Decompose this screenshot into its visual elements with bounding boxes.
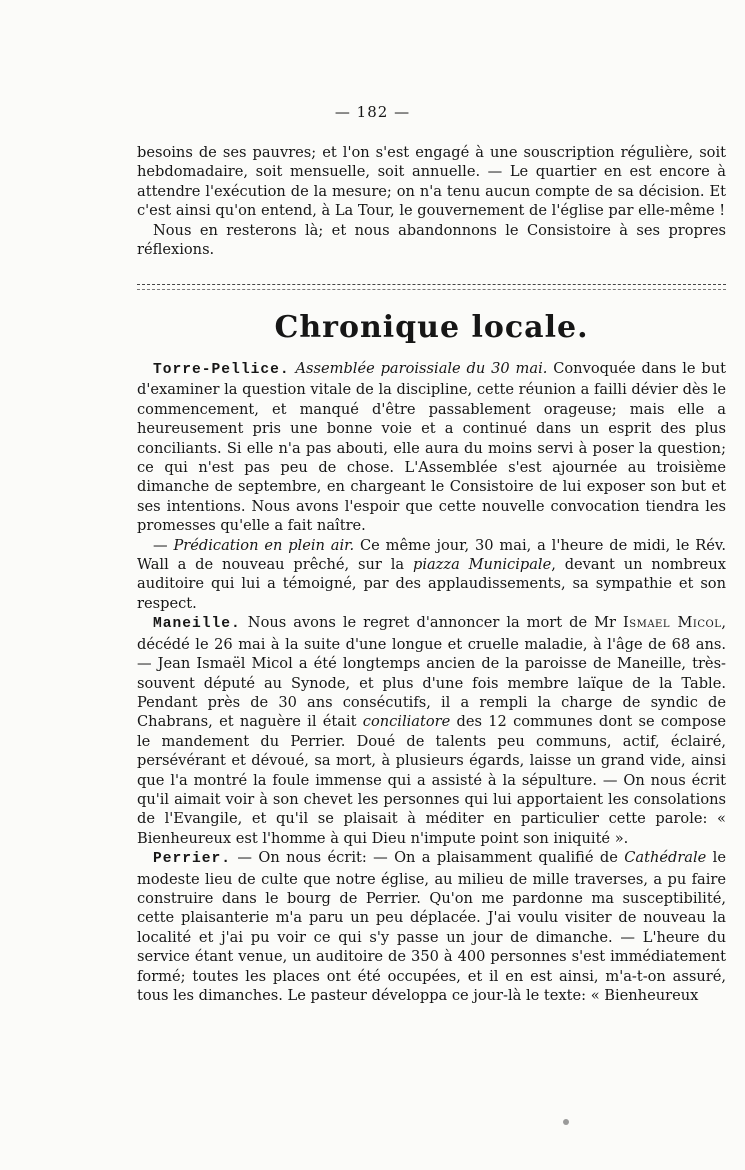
dash: — (153, 536, 174, 554)
intro-paragraph-2: Nous en resterons là; et nous abandonnons le Consistoire à ses propres réflexions. (137, 221, 726, 259)
divider-line-2 (137, 289, 726, 290)
place-torre-pellice: Torre-Pellice. (153, 362, 290, 378)
divider-line-1 (137, 284, 726, 285)
page-number: — 182 — (334, 103, 411, 121)
cathedrale-term: Cathédrale (624, 849, 707, 867)
predication-text-1: Ce même jour, 30 mai, a l'heure de midi, le Rév. Wall a de nouveau prêché, sur la (137, 536, 727, 574)
section-divider (137, 284, 726, 292)
ink-spot (563, 1119, 569, 1125)
predication-paragraph (137, 536, 726, 614)
maneille-paragraph (137, 613, 726, 848)
predication-text-2: , devant un nombreux auditoire qui lui a témoigné, par des applaudissements, sa sympathie et son respect. (137, 556, 726, 612)
chronicle-body (137, 359, 726, 1005)
torre-pellice-paragraph (137, 359, 726, 536)
conciliatore-term: conciliatore (362, 713, 451, 731)
intro-block (137, 143, 726, 259)
perrier-text-2: le modeste lieu de culte que notre église, au milieu de mille traverses, a pu faire construire dans le bourg de Perrier. Qu'on me pardonne ma susceptibilité, cette plaisanterie m'a paru un peu déplacée. J'ai voulu visiter de nouveau la localité et j'ai pu voir ce qui s'y passe un jour de dimanche. — L'heure du service étant venue, un auditoire de 350 à 400 personnes s'est immédiatement formé; toutes les places ont été occupées, et il en est ainsi, m'a-t-on assuré, tous les dimanches. Le pasteur développa ce jour-là le texte: « Bienheureux (137, 849, 726, 1004)
intro-paragraph-1: besoins de ses pauvres; et l'on s'est engagé à une souscription régulière, soit hebdomadaire, soit mensuelle, soit annuelle. — Le quartier en est encore à attendre l'exécution de la mesure; on n'a tenu aucun compte de sa décision. Et c'est ainsi qu'on entend, à La Tour, le gouvernement de l'église par elle-même ! (137, 144, 726, 220)
perrier-paragraph (137, 848, 726, 1005)
torre-heading: Assemblée paroissiale du 30 mai. (295, 360, 548, 377)
torre-text: Convoquée dans le but d'examiner la question vitale de la discipline, cette réunion a failli dévier dès le commencement, et manqué d'être passablement orageuse; mais elle a heureusement pris une bonne voie et a continué dans un esprit des plus conciliants. Si elle n'a pas abouti, elle aura du moins servi à poser la question; ce qui n'est pas peu de chose. L'Assemblée s'est ajournée au troisième dimanche de septembre, en chargeant le Consistoire de lui exposer son but et ses intentions. Nous avons l'espoir que cette nouvelle convocation tiendra les promesses qu'elle a fait naître. (137, 360, 726, 535)
place-maneille: Maneille. (153, 616, 241, 633)
maneille-text-1: Nous avons le regret d'annoncer la mort de Mr (240, 614, 623, 632)
section-title: Chronique locale. (274, 310, 589, 345)
piazza-name: piazza Municipale (412, 556, 552, 574)
predication-heading: Prédication en plein air. (173, 536, 355, 554)
deceased-name: Ismael Micol (622, 614, 722, 632)
place-perrier: Perrier. (153, 851, 232, 868)
maneille-text-3: des 12 communes dont se compose le mandement du Perrier. Doué de talents peu communs, actif, éclairé, persévérant et dévoué, sa mort, à plusieurs égards, laisse un grand vide, ainsi que l'a montré la foule immense qui a assisté à la sépulture. — On nous écrit qu'il aimait voir à son chevet les personnes qui lui apportaient les consolations de l'Evangile, et qu'il se plaisait à méditer en particulier cette parole: « Bienheureux est l'homme à qui Dieu n'impute point son iniquité ». (137, 713, 726, 847)
maneille-text-2: , décédé le 26 mai à la suite d'une longue et cruelle maladie, à l'âge de 68 ans. — Jean Ismaël Micol a été longtemps ancien de la paroisse de Maneille, très-souvent député au Synode, et plus d'une fois membre laïque de la Table. Pendant près de 30 ans consécutifs, il a rempli la charge de syndic de Chabrans, et naguère il était (137, 614, 726, 731)
perrier-text-1: — On nous écrit: — On a plaisamment qualifié de (231, 849, 625, 867)
